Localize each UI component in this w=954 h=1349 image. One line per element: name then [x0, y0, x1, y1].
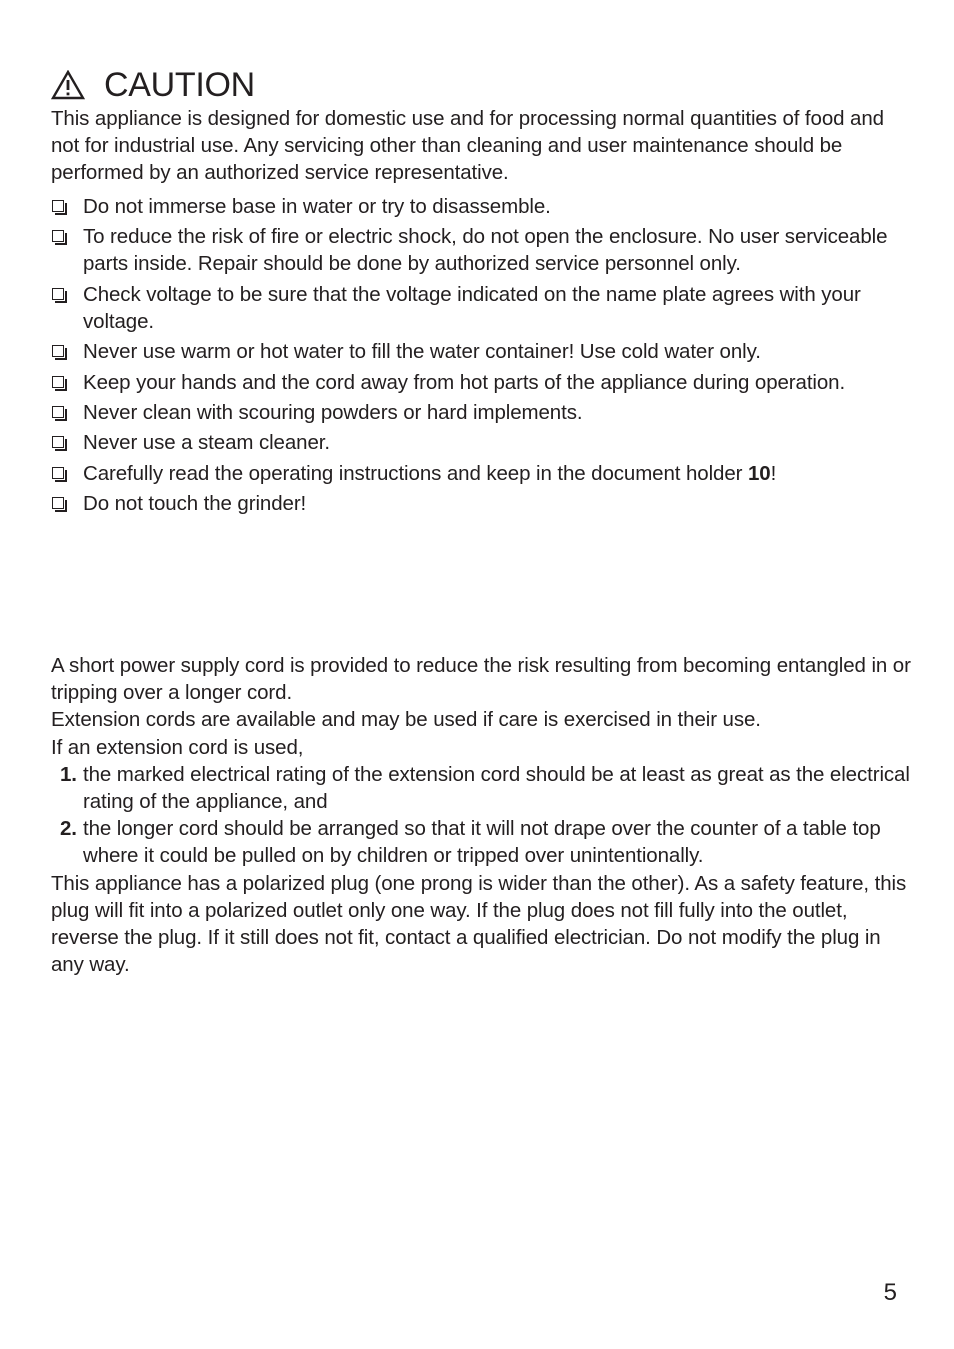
short-cord-paragraph: A short power supply cord is provided to reduce the risk resulting from becoming entangled in or tripping over a longer cord. [51, 654, 911, 705]
extension-cord-paragraph: Extension cords are available and may be used if care is exercised in their use. [51, 708, 761, 732]
checklist-item-text: Check voltage to be sure that the voltage indicated on the name plate agrees with your voltage. [83, 282, 861, 333]
caution-section [51, 62, 901, 521]
extension-cord-condition: If an extension cord is used, [51, 735, 304, 759]
checklist-item-text: Never use a steam cleaner. [83, 431, 330, 455]
document-holder-ref: 10 [747, 461, 771, 485]
numbered-item [51, 761, 911, 815]
checkbox-icon [52, 497, 64, 509]
checklist-item-text: Do not immerse base in water or try to disassemble. [83, 194, 551, 218]
checklist-item [51, 338, 901, 365]
checklist-item-suffix: ! [770, 461, 777, 485]
checklist-item [51, 399, 901, 426]
caution-checklist [51, 193, 901, 518]
checkbox-icon [52, 467, 64, 479]
item-number: 2. [60, 817, 77, 841]
numbered-item [51, 815, 911, 869]
numbered-item-text: the longer cord should be arranged so that it will not drape over the counter of a table top where it could be pulled on by children or tripped over unintentionally. [83, 817, 881, 868]
checkbox-icon [52, 376, 64, 388]
checkbox-icon [52, 200, 64, 212]
checkbox-icon [52, 345, 64, 357]
checkbox-icon [52, 288, 64, 300]
warning-triangle-icon [51, 70, 85, 100]
checklist-item-text: Never use warm or hot water to fill the water container! Use cold water only. [83, 340, 761, 364]
checklist-item [51, 369, 901, 396]
caution-heading [51, 62, 901, 108]
numbered-item-text: the marked electrical rating of the extension cord should be at least as great as the electrical rating of the appliance, and [83, 762, 910, 814]
checkbox-icon [52, 230, 64, 242]
polarized-plug-paragraph: This appliance has a polarized plug (one prong is wider than the other). As a safety feature, this plug will fit into a polarized outlet only one way. If the plug does not fill fully into the outlet, reverse the plug. If it still does not fit, contact a qualified electrician. Do not modify the plug in any way. [51, 871, 907, 977]
checklist-item-text: Keep your hands and the cord away from hot parts of the appliance during operation. [83, 370, 846, 394]
checklist-item-text: To reduce the risk of fire or electric shock, do not open the enclosure. No user serviceable parts inside. Repair should be done by authorized service personnel only. [83, 225, 888, 276]
page-number: 5 [883, 1279, 897, 1306]
power-cord-section [51, 652, 911, 978]
checklist-item [51, 429, 901, 456]
checklist-item [51, 193, 901, 220]
checklist-item-text: Carefully read the operating instructions and keep in the document holder [83, 461, 748, 485]
item-number: 1. [60, 762, 77, 786]
checklist-item [51, 490, 901, 517]
caution-intro: This appliance is designed for domestic use and for processing normal quantities of food and not for industrial use. Any servicing other than cleaning and user maintenance should be performed by an authorized service representative. [51, 107, 884, 185]
checklist-item [51, 460, 901, 487]
checklist-item-text: Do not touch the grinder! [83, 492, 307, 516]
checklist-item-text: Never clean with scouring powders or hard implements. [83, 400, 583, 424]
checklist-item [51, 281, 901, 335]
checkbox-icon [52, 406, 64, 418]
checklist-item [51, 223, 901, 277]
checkbox-icon [52, 436, 64, 448]
caution-title: CAUTION [104, 66, 255, 104]
extension-cord-rules [51, 761, 911, 870]
